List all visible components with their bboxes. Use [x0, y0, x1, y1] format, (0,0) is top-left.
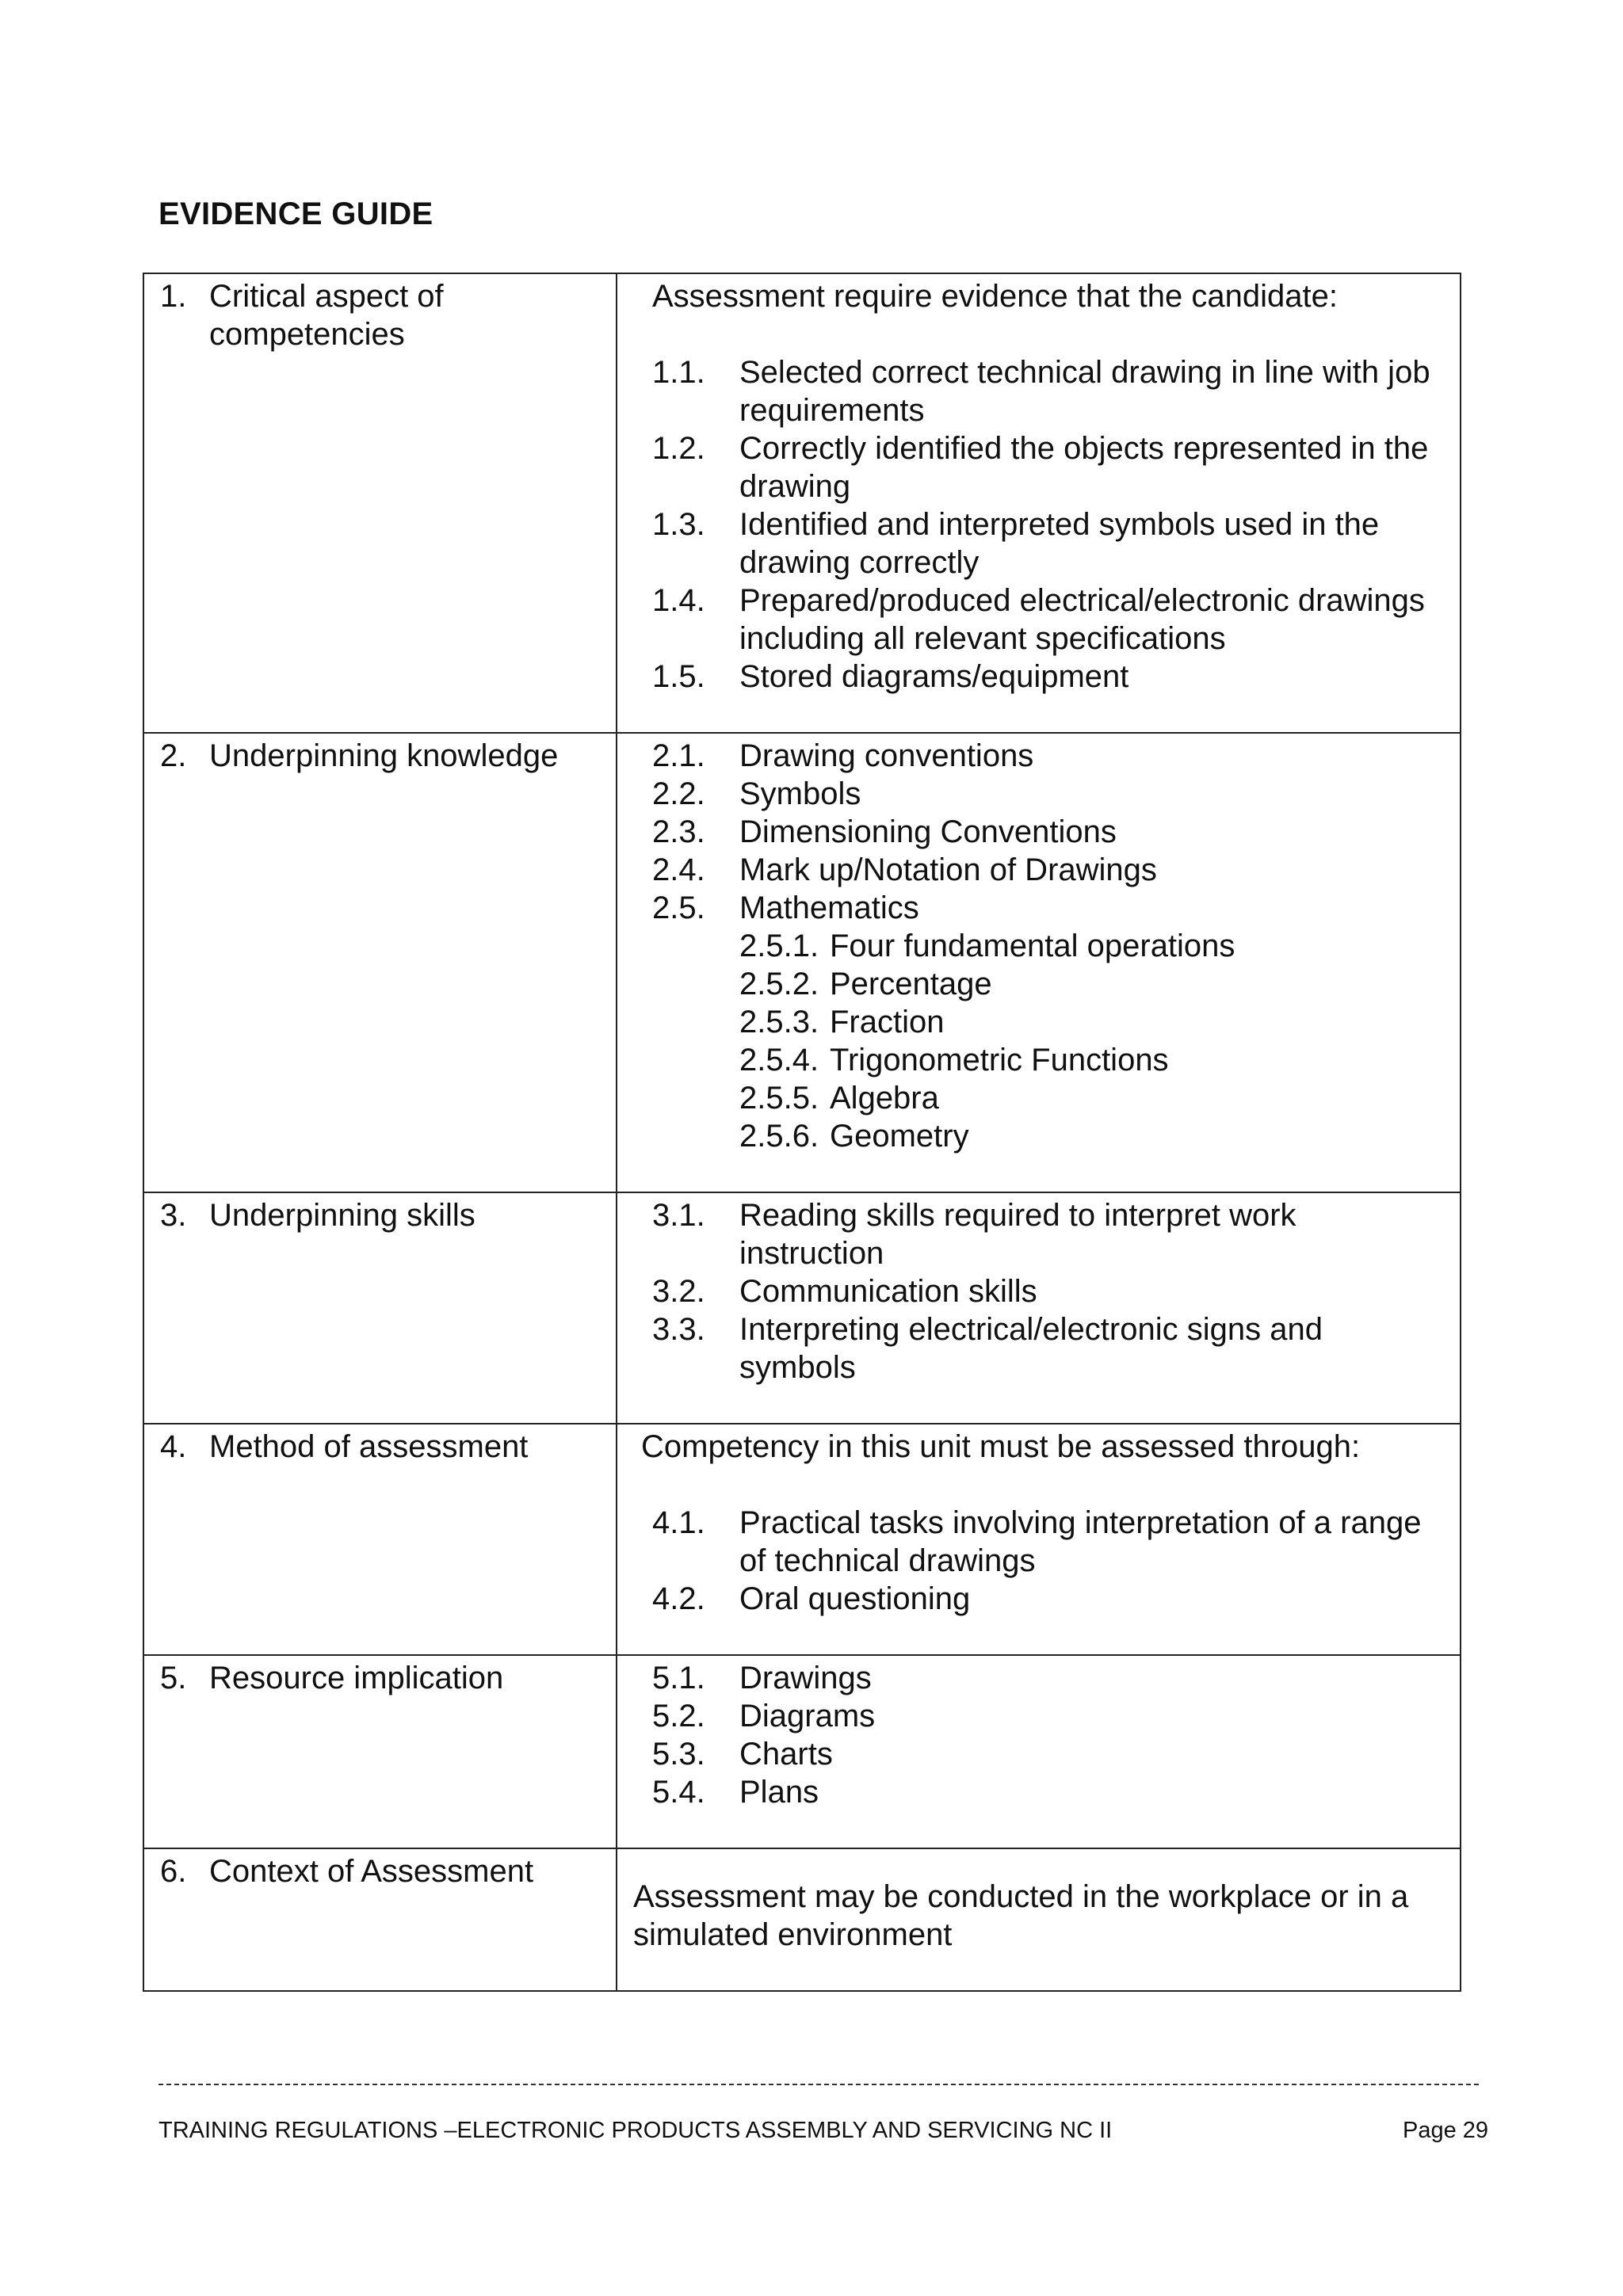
item-number: 2.1.	[652, 738, 705, 773]
item-text: Drawing conventions	[739, 738, 1034, 773]
item-number: 5.4.	[652, 1775, 705, 1810]
table-row	[143, 1655, 1461, 1848]
criterion-cell	[143, 1192, 617, 1424]
list-item	[652, 353, 1444, 429]
sub-item-number: 2.5.4.	[739, 1043, 819, 1077]
sub-item-text: Trigonometric Functions	[830, 1043, 1169, 1077]
evidence-cell	[617, 1192, 1461, 1424]
criterion-label: Context of Assessment	[209, 1854, 534, 1889]
item-text: Reading skills required to interpret work instruction	[739, 1198, 1296, 1271]
item-text: Oral questioning	[739, 1581, 971, 1616]
item-number: 2.5.	[652, 891, 705, 925]
item-text: Mark up/Notation of Drawings	[739, 852, 1157, 887]
evidence-cell	[617, 1424, 1461, 1655]
item-text: Identified and interpreted symbols used in the drawing correctly	[739, 507, 1380, 580]
criterion-cell	[143, 1655, 617, 1848]
item-number: 3.3.	[652, 1312, 705, 1347]
list-item	[652, 889, 1444, 927]
criterion-label: Underpinning knowledge	[209, 738, 559, 773]
item-text: Dimensioning Conventions	[739, 814, 1117, 849]
criterion-number: 5.	[160, 1661, 187, 1695]
item-text: Communication skills	[739, 1274, 1037, 1309]
list-item	[652, 582, 1444, 658]
item-text: Drawings	[739, 1661, 872, 1695]
item-text: Prepared/produced electrical/electronic drawings including all relevant specifications	[739, 583, 1425, 656]
evidence-intro: Competency in this unit must be assessed through:	[641, 1429, 1361, 1464]
list-item	[652, 775, 1444, 813]
sub-item-number: 2.5.5.	[739, 1081, 819, 1116]
list-item	[652, 1196, 1444, 1272]
table-row	[143, 733, 1461, 1192]
list-item	[652, 1659, 1444, 1697]
sub-list-item	[739, 927, 1444, 965]
criterion-label: Method of assessment	[209, 1429, 529, 1464]
item-number: 2.3.	[652, 814, 705, 849]
criterion-number: 2.	[160, 738, 187, 773]
item-number: 2.2.	[652, 776, 705, 811]
item-number: 5.1.	[652, 1661, 705, 1695]
list-item	[652, 1310, 1444, 1386]
item-text: Charts	[739, 1737, 833, 1772]
sub-item-text: Algebra	[830, 1081, 939, 1116]
evidence-cell	[617, 273, 1461, 733]
item-text: Interpreting electrical/electronic signs and symbols	[739, 1312, 1323, 1385]
item-text: Practical tasks involving interpretation of a range of technical drawings	[739, 1505, 1422, 1578]
evidence-cell	[617, 733, 1461, 1192]
list-item	[652, 658, 1444, 696]
sub-list-item	[739, 1041, 1444, 1079]
list-item	[652, 813, 1444, 851]
sub-list-item	[739, 1079, 1444, 1117]
item-number: 2.4.	[652, 852, 705, 887]
sub-item-number: 2.5.3.	[739, 1005, 819, 1039]
footer-title: TRAINING REGULATIONS –ELECTRONIC PRODUCTS ASSEMBLY AND SERVICING NC II	[158, 2118, 1113, 2143]
list-item	[652, 737, 1444, 775]
criterion-cell	[143, 1848, 617, 1991]
item-number: 5.3.	[652, 1737, 705, 1772]
item-number: 1.2.	[652, 431, 705, 466]
list-item	[652, 505, 1444, 582]
sub-item-number: 2.5.2.	[739, 967, 819, 1001]
sub-item-text: Fraction	[830, 1005, 945, 1039]
footer-divider	[158, 2084, 1479, 2085]
sub-item-number: 2.5.1.	[739, 929, 819, 963]
page-title: EVIDENCE GUIDE	[158, 196, 433, 231]
item-number: 1.5.	[652, 659, 705, 694]
evidence-cell	[617, 1848, 1461, 1991]
criterion-number: 4.	[160, 1429, 187, 1464]
item-text: Mathematics	[739, 891, 919, 925]
item-number: 4.2.	[652, 1581, 705, 1616]
list-item	[652, 429, 1444, 505]
list-item	[652, 1504, 1444, 1580]
item-text: Symbols	[739, 776, 861, 811]
criterion-label: Critical aspect of competencies	[209, 279, 444, 352]
list-item	[652, 1697, 1444, 1735]
list-item	[652, 1773, 1444, 1811]
criterion-cell	[143, 273, 617, 733]
list-item	[652, 1580, 1444, 1618]
sub-item-text: Geometry	[830, 1119, 969, 1154]
page-number: Page 29	[1403, 2118, 1489, 2143]
item-number: 3.2.	[652, 1274, 705, 1309]
item-number: 1.1.	[652, 355, 705, 390]
item-text: Selected correct technical drawing in line with job requirements	[739, 355, 1430, 428]
item-number: 1.3.	[652, 507, 705, 542]
sub-list-item	[739, 1003, 1444, 1041]
item-number: 5.2.	[652, 1699, 705, 1733]
sub-item-number: 2.5.6.	[739, 1119, 819, 1154]
item-text: Diagrams	[739, 1699, 876, 1733]
sub-list-item	[739, 965, 1444, 1003]
table-row	[143, 1192, 1461, 1424]
criterion-cell	[143, 733, 617, 1192]
evidence-cell	[617, 1655, 1461, 1848]
criterion-label: Underpinning skills	[209, 1198, 475, 1233]
criterion-cell	[143, 1424, 617, 1655]
item-number: 4.1.	[652, 1505, 705, 1540]
item-number: 3.1.	[652, 1198, 705, 1233]
item-text: Stored diagrams/equipment	[739, 659, 1129, 694]
item-number: 1.4.	[652, 583, 705, 618]
sub-list-item	[739, 1117, 1444, 1155]
evidence-guide-table	[143, 273, 1461, 1992]
criterion-number: 3.	[160, 1198, 187, 1233]
table-row	[143, 273, 1461, 733]
list-item	[652, 1735, 1444, 1773]
sub-item-text: Percentage	[830, 967, 992, 1001]
criterion-number: 1.	[160, 279, 187, 314]
evidence-intro: Assessment require evidence that the candidate:	[652, 279, 1338, 314]
evidence-text: Assessment may be conducted in the workplace or in a simulated environment	[633, 1879, 1409, 1952]
list-item	[652, 851, 1444, 889]
list-item	[652, 1272, 1444, 1310]
table-row	[143, 1848, 1461, 1991]
criterion-number: 6.	[160, 1854, 187, 1889]
table-row	[143, 1424, 1461, 1655]
sub-item-text: Four fundamental operations	[830, 929, 1235, 963]
item-text: Correctly identified the objects represented in the drawing	[739, 431, 1429, 504]
criterion-label: Resource implication	[209, 1661, 504, 1695]
item-text: Plans	[739, 1775, 819, 1810]
